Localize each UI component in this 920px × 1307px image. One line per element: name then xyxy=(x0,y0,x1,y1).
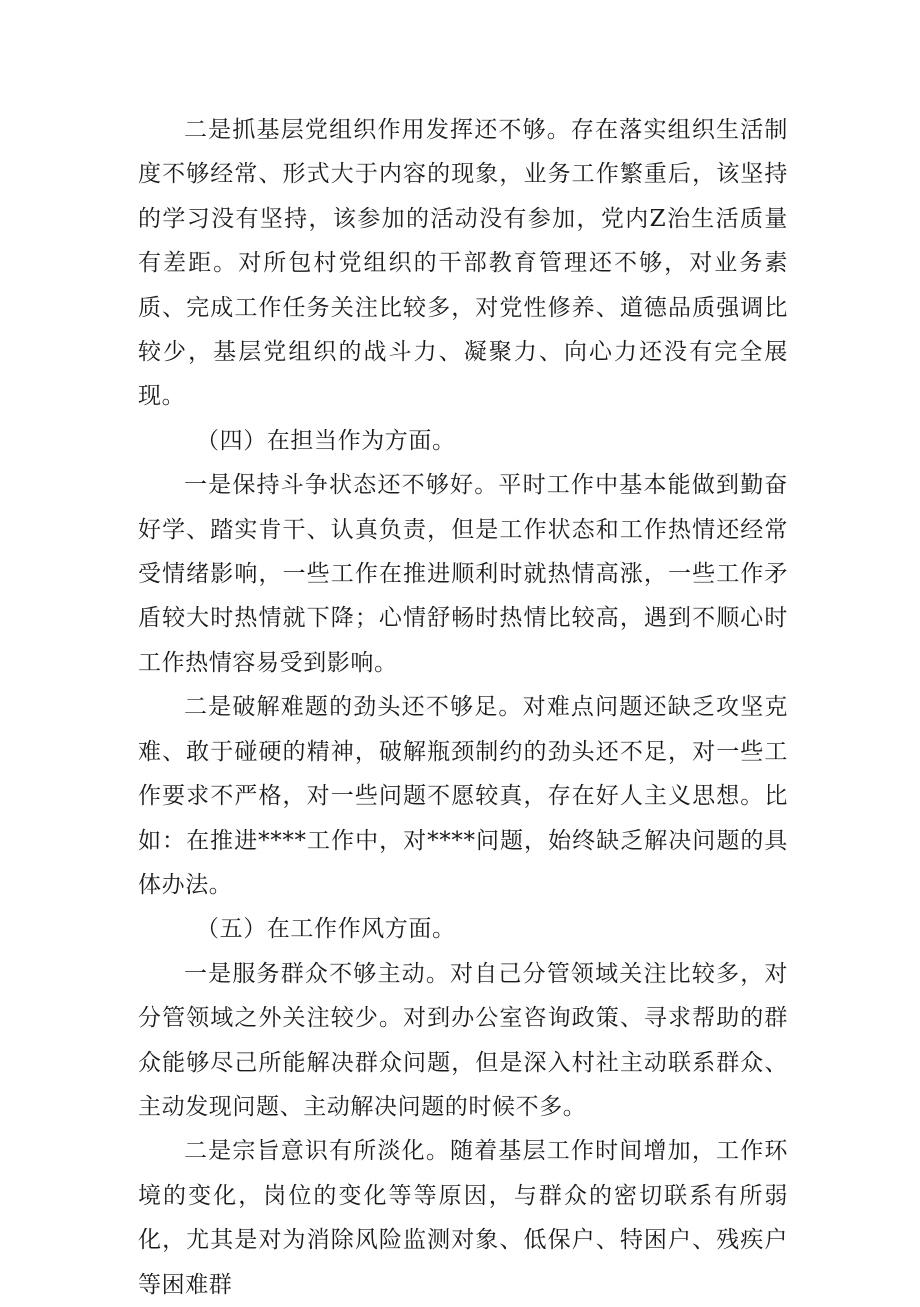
section-heading-responsibility: （四）在担当作为方面。 xyxy=(196,427,456,454)
paragraph-purpose-awareness: 二是宗旨意识有所淡化。随着基层工作时间增加，工作环境的变化，岗位的变化等等原因，与群众的密切联系有所弱化，尤其是对为消除风险监测对象、低保户、特困户、残疾户等困难群 xyxy=(138,1138,788,1298)
document-body xyxy=(138,108,788,1307)
section-heading-work-style: （五）在工作作风方面。 xyxy=(196,916,456,943)
paragraph-party-organization-role: 二是抓基层党组织作用发挥还不够。存在落实组织生活制度不够经常、形式大于内容的现象，业务工作繁重后，该坚持的学习没有坚持，该参加的活动没有参加，党内Z治生活质量有差距。对所包村党组织的干部教育管理还不够，对业务素质、完成工作任务关注比较多，对党性修养、道德品质强调比较少，基层党组织的战斗力、凝聚力、向心力还没有完全展现。 xyxy=(138,117,788,410)
paragraph-struggle-state: 一是保持斗争状态还不够好。平时工作中基本能做到勤奋好学、踏实肯干、认真负责，但是工作状态和工作热情还经常受情绪影响，一些工作在推进顺利时就热情高涨，一些工作矛盾较大时热情就下降；心情舒畅时热情比较高，遇到不顺心时工作热情容易受到影响。 xyxy=(138,472,788,676)
paragraph-serving-masses: 一是服务群众不够主动。对自己分管领域关注比较多，对分管领域之外关注较少。对到办公室咨询政策、寻求帮助的群众能够尽己所能解决群众问题，但是深入村社主动联系群众、主动发现问题、主动解决问题的时候不多。 xyxy=(138,960,788,1120)
paragraph-solving-problems: 二是破解难题的劲头还不够足。对难点问题还缺乏攻坚克难、敢于碰硬的精神，破解瓶颈制约的劲头还不足，对一些工作要求不严格，对一些问题不愿较真，存在好人主义思想。比如：在推进****工作中，对****问题，始终缺乏解决问题的具体办法。 xyxy=(138,694,788,898)
